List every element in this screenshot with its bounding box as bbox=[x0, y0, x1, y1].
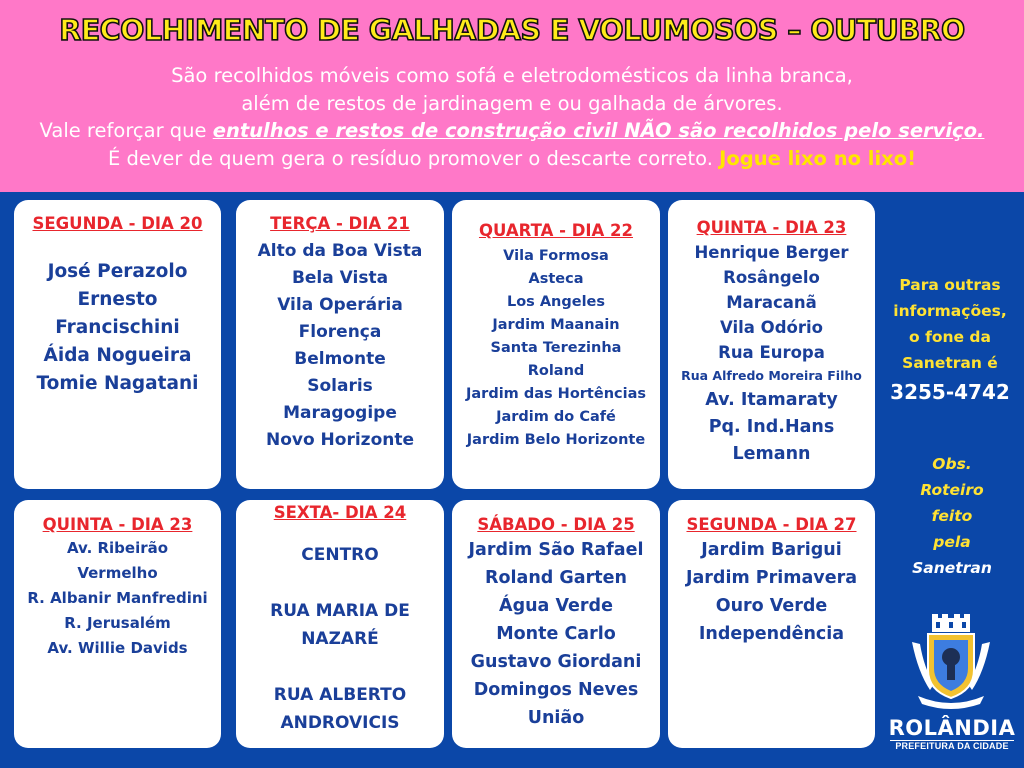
place-item: Alto da Boa Vista bbox=[257, 241, 423, 261]
place-item: R. Jerusalém bbox=[64, 614, 171, 632]
schedule-card-thursday-23-extra bbox=[14, 500, 221, 748]
place-item: Rua Europa bbox=[718, 343, 825, 362]
place-item: Tomie Nagatani bbox=[36, 373, 199, 394]
place-item: Vila Odório bbox=[720, 318, 823, 337]
place-item: Santa Terezinha bbox=[490, 340, 622, 356]
slogan-text: Jogue lixo no lixo! bbox=[719, 146, 917, 170]
info-line: informações, bbox=[893, 302, 1007, 320]
place-item: Ouro Verde bbox=[715, 596, 828, 616]
schedule-card-saturday-25 bbox=[452, 500, 660, 748]
obs-line: Sanetran bbox=[912, 559, 992, 577]
place-item: Bela Vista bbox=[291, 268, 389, 288]
place-item: Domingos Neves bbox=[473, 680, 639, 700]
place-item: RUA ALBERTO bbox=[273, 685, 407, 705]
place-item: Monte Carlo bbox=[496, 624, 616, 644]
place-item: Av. Willie Davids bbox=[47, 639, 188, 657]
day-heading: SEGUNDA - DIA 27 bbox=[686, 515, 857, 534]
intro-line-4-start: É dever de quem gera o resíduo promover o descarte correto. bbox=[107, 146, 720, 170]
place-item: Jardim do Café bbox=[496, 409, 616, 425]
schedule-card-thursday-23 bbox=[668, 200, 875, 489]
obs-line: feito bbox=[931, 507, 973, 525]
place-item: Florença bbox=[298, 322, 382, 342]
brand-name: ROLÂNDIA bbox=[888, 716, 1016, 740]
place-item: Ernesto bbox=[77, 289, 158, 310]
place-item: ANDROVICIS bbox=[280, 713, 400, 733]
place-item: Independência bbox=[698, 624, 845, 644]
page-title: RECOLHIMENTO DE GALHADAS E VOLUMOSOS – OUTUBRO bbox=[59, 14, 965, 47]
info-line: o fone da bbox=[909, 328, 991, 346]
places-list bbox=[236, 541, 444, 737]
place-item: Henrique Berger bbox=[694, 243, 849, 262]
place-item: Jardim Belo Horizonte bbox=[466, 432, 646, 448]
place-spacer bbox=[236, 569, 444, 597]
place-item: Av. Ribeirão bbox=[66, 539, 169, 557]
place-item: Vila Formosa bbox=[503, 248, 609, 264]
city-crest-icon bbox=[908, 612, 994, 712]
place-item: Novo Horizonte bbox=[265, 430, 415, 450]
place-spacer bbox=[236, 653, 444, 681]
places-list bbox=[668, 240, 875, 468]
obs-line: pela bbox=[933, 533, 971, 551]
obs-line: Obs. bbox=[932, 455, 972, 473]
place-item: Jardim Primavera bbox=[685, 568, 858, 588]
place-item: Av. Itamaraty bbox=[705, 390, 838, 410]
places-list bbox=[452, 536, 660, 732]
place-item: Vila Operária bbox=[277, 295, 403, 315]
day-heading: SEXTA- DIA 24 bbox=[273, 503, 407, 522]
day-heading: QUINTA - DIA 23 bbox=[42, 515, 193, 534]
places-list bbox=[14, 536, 221, 661]
place-item: União bbox=[527, 708, 585, 728]
place-item: Los Angeles bbox=[506, 294, 606, 310]
day-heading: QUINTA - DIA 23 bbox=[696, 218, 847, 237]
schedule-card-monday-20 bbox=[14, 200, 221, 489]
place-item: RUA MARIA DE bbox=[270, 601, 410, 621]
place-item: Asteca bbox=[528, 271, 584, 287]
schedule-card-friday-24 bbox=[236, 500, 444, 748]
place-item: Jardim São Rafael bbox=[468, 540, 644, 560]
place-item: Francischini bbox=[55, 317, 180, 338]
places-list bbox=[452, 245, 660, 452]
brand-subtitle: PREFEITURA DA CIDADE bbox=[895, 741, 1009, 751]
place-item: José Perazolo bbox=[47, 261, 188, 282]
place-item: Jardim Maanain bbox=[492, 317, 620, 333]
intro-line-2: além de restos de jardinagem e ou galhada de árvores. bbox=[241, 91, 783, 115]
intro-line-1: São recolhidos móveis como sofá e eletrodomésticos da linha branca, bbox=[171, 64, 853, 87]
warning-text: entulhos e restos de construção civil NÃO são recolhidos pelo serviço. bbox=[212, 119, 985, 142]
schedule-card-monday-27 bbox=[668, 500, 875, 748]
place-item: Maracanã bbox=[726, 293, 817, 312]
schedule-card-tuesday-21 bbox=[236, 200, 444, 489]
phone-number: 3255-4742 bbox=[890, 380, 1010, 404]
place-item: R. Albanir Manfredini bbox=[27, 589, 208, 607]
place-item: NAZARÉ bbox=[301, 629, 379, 649]
day-heading: TERÇA - DIA 21 bbox=[270, 214, 410, 233]
intro-line-3-start: Vale reforçar que bbox=[39, 119, 213, 142]
place-item: Lemann bbox=[732, 444, 811, 464]
intro-line-3 bbox=[0, 117, 1024, 145]
place-item: Belmonte bbox=[294, 349, 386, 369]
observation-note bbox=[884, 451, 1020, 581]
info-line: Para outras bbox=[899, 276, 1001, 294]
day-heading: QUARTA - DIA 22 bbox=[478, 221, 634, 240]
day-heading: SÁBADO - DIA 25 bbox=[477, 515, 635, 534]
contact-info bbox=[880, 272, 1020, 376]
schedule-card-wednesday-22 bbox=[452, 200, 660, 489]
place-item: Roland bbox=[527, 363, 585, 379]
place-item: Roland Garten bbox=[485, 568, 627, 588]
place-item: CENTRO bbox=[301, 545, 379, 565]
place-item: Maragogipe bbox=[283, 403, 397, 423]
place-item: Rua Alfredo Moreira Filho bbox=[681, 368, 862, 383]
place-item: Pq. Ind.Hans bbox=[708, 417, 835, 437]
place-item: Jardim das Hortências bbox=[466, 386, 646, 402]
info-line: Sanetran é bbox=[902, 354, 998, 372]
intro-text bbox=[0, 62, 1024, 172]
intro-line-4 bbox=[0, 145, 1024, 173]
place-item: Rosângelo bbox=[723, 268, 820, 287]
obs-line: Roteiro bbox=[920, 481, 984, 499]
place-item: Solaris bbox=[307, 376, 373, 396]
places-list bbox=[236, 238, 444, 454]
day-heading: SEGUNDA - DIA 20 bbox=[32, 214, 203, 233]
place-item: Jardim Barigui bbox=[701, 540, 842, 560]
place-item: Áida Nogueira bbox=[43, 345, 192, 366]
header-banner bbox=[0, 0, 1024, 192]
place-item: Gustavo Giordani bbox=[470, 652, 642, 672]
places-list bbox=[668, 536, 875, 648]
places-list bbox=[14, 258, 221, 398]
place-item: Vermelho bbox=[77, 564, 158, 582]
place-item: Água Verde bbox=[499, 596, 613, 616]
